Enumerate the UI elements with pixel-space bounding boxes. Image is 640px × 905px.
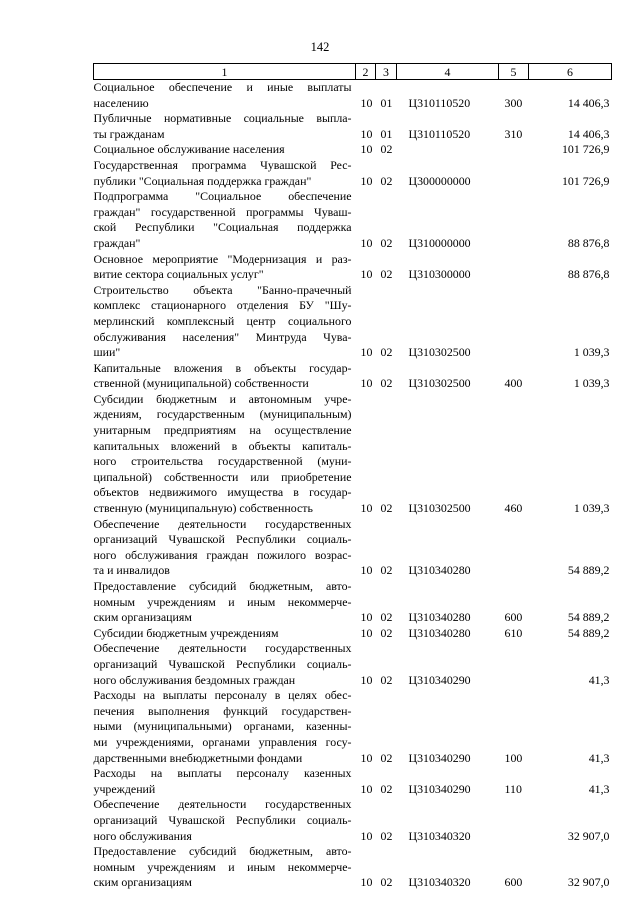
row-name-line: ственной (муниципальной) собственности xyxy=(93,376,309,391)
section-cell: 10 xyxy=(360,875,373,890)
row-name-cell xyxy=(94,766,356,797)
amount-cell: 14 406,3 xyxy=(567,95,610,110)
row-name-line: унитарным предприятиям на осуществление xyxy=(93,423,352,438)
table-row xyxy=(94,189,612,251)
expense-type-cell: 400 xyxy=(504,376,523,391)
amount-cell: 88 876,8 xyxy=(567,267,610,282)
row-name-line: Обеспечение деятельности государственных xyxy=(93,641,352,656)
expense-type-cell xyxy=(499,641,529,688)
expense-type-cell xyxy=(499,517,529,579)
section-cell: 10 xyxy=(360,672,373,687)
table-row xyxy=(94,80,612,112)
row-name-cell xyxy=(94,283,356,361)
section-cell: 10 xyxy=(360,173,373,188)
row-name-line: Обеспечение деятельности государственных xyxy=(93,516,352,531)
section-cell: 10 xyxy=(360,750,373,765)
target-code-cell: Ц310340280 xyxy=(408,610,471,625)
subsection-cell: 02 xyxy=(380,672,393,687)
row-name-line: ного обслуживания граждан пожилого возрас- xyxy=(93,547,352,562)
amount-cell: 101 726,9 xyxy=(561,142,610,157)
table-row xyxy=(94,641,612,688)
row-name-line: ми учреждениями, органами управления госу- xyxy=(93,734,352,749)
row-name-line: ного строительства государственной (муни- xyxy=(93,454,352,469)
row-name-line: ственную (муниципальную) собственность xyxy=(93,501,313,516)
subsection-cell: 02 xyxy=(380,750,393,765)
header-col-6: 6 xyxy=(529,64,612,80)
amount-cell: 41,3 xyxy=(588,781,610,796)
target-code-cell: Ц310340290 xyxy=(408,672,471,687)
table-row xyxy=(94,142,612,158)
row-name-cell xyxy=(94,252,356,283)
expense-type-cell: 300 xyxy=(504,95,523,110)
row-name-line: публики "Социальная поддержка граждан" xyxy=(93,173,312,188)
subsection-cell: 02 xyxy=(380,610,393,625)
row-name-line: мерлинский комплексный центр социального xyxy=(93,313,352,328)
row-name-cell xyxy=(94,392,356,517)
subsection-cell: 02 xyxy=(380,142,393,157)
row-name-line: Субсидии бюджетным учреждениям xyxy=(93,625,279,640)
expense-type-cell xyxy=(499,142,529,158)
subsection-cell: 02 xyxy=(380,781,393,796)
header-col-3: 3 xyxy=(376,64,397,80)
row-name-cell xyxy=(94,626,356,642)
amount-cell: 1 039,3 xyxy=(573,376,610,391)
header-col-1: 1 xyxy=(94,64,356,80)
row-name-cell xyxy=(94,579,356,626)
section-cell: 10 xyxy=(360,345,373,360)
row-name-line: Капитальные вложения в объекты государ- xyxy=(93,360,352,375)
target-code-cell: Ц310110520 xyxy=(408,126,471,141)
target-code-cell: Ц300000000 xyxy=(408,173,471,188)
expense-type-cell: 600 xyxy=(504,610,523,625)
subsection-cell: 02 xyxy=(380,345,393,360)
expense-type-cell: 610 xyxy=(504,625,523,640)
header-col-2: 2 xyxy=(356,64,376,80)
table-row xyxy=(94,361,612,392)
row-name-line: капитальных вложений в объекты капиталь- xyxy=(93,438,352,453)
row-name-line: та и инвалидов xyxy=(93,563,170,578)
row-name-line: Публичные нормативные социальные выпла- xyxy=(93,111,352,126)
row-name-line: организаций Чувашской Республики социаль- xyxy=(93,812,352,827)
row-name-cell xyxy=(94,688,356,766)
row-name-line: комплекс стационарного отделения БУ "Шу- xyxy=(93,298,352,313)
target-code-cell: Ц310340290 xyxy=(408,750,471,765)
row-name-line: Расходы на выплаты персоналу казенных xyxy=(93,766,352,781)
subsection-cell: 01 xyxy=(380,95,393,110)
amount-cell: 54 889,2 xyxy=(567,610,610,625)
row-name-line: обслуживания населения" Минтруда Чува- xyxy=(93,329,352,344)
row-name-line: ными (муниципальными) органами, казенны- xyxy=(93,719,352,734)
subsection-cell: 02 xyxy=(380,267,393,282)
section-cell: 10 xyxy=(360,625,373,640)
table-row xyxy=(94,626,612,642)
row-name-line: объектов недвижимого имущества в государ- xyxy=(93,485,352,500)
row-name-line: Социальное обслуживание населения xyxy=(93,142,285,157)
row-name-line: организаций Чувашской Республики социаль- xyxy=(93,656,352,671)
section-cell: 10 xyxy=(360,267,373,282)
row-name-line: Расходы на выплаты персоналу в целях обес- xyxy=(93,688,352,703)
table-row xyxy=(94,688,612,766)
amount-cell: 1 039,3 xyxy=(573,345,610,360)
row-name-line: Социальное обеспечение и иные выплаты xyxy=(93,80,352,94)
row-name-line: ного обслуживания бездомных граждан xyxy=(93,672,296,687)
row-name-line: ципальной) собственности или приобретение xyxy=(93,469,352,484)
row-name-line: ты гражданам xyxy=(93,126,165,141)
target-code-cell: Ц310000000 xyxy=(408,235,471,250)
row-name-line: Предоставление субсидий бюджетным, авто- xyxy=(93,844,352,859)
table-row xyxy=(94,579,612,626)
target-code-cell: Ц310302500 xyxy=(408,376,471,391)
subsection-cell: 02 xyxy=(380,501,393,516)
subsection-cell: 01 xyxy=(380,126,393,141)
amount-cell: 1 039,3 xyxy=(573,501,610,516)
subsection-cell: 02 xyxy=(380,625,393,640)
amount-cell: 14 406,3 xyxy=(567,126,610,141)
expense-type-cell xyxy=(499,189,529,251)
amount-cell: 101 726,9 xyxy=(561,173,610,188)
row-name-line: Государственная программа Чувашской Рес- xyxy=(93,157,352,172)
row-name-line: Основное мероприятие "Модернизация и раз- xyxy=(93,251,352,266)
row-name-cell xyxy=(94,844,356,891)
expense-type-cell xyxy=(499,797,529,844)
target-code-cell: Ц310340320 xyxy=(408,875,471,890)
row-name-line: ской Республики "Социальная поддержка xyxy=(93,220,352,235)
row-name-cell xyxy=(94,189,356,251)
amount-cell: 32 907,0 xyxy=(567,875,610,890)
table-row xyxy=(94,158,612,189)
row-name-line: Субсидии бюджетным и автономным учре- xyxy=(93,391,352,406)
row-name-line: номным учреждениям и иным некоммерче- xyxy=(93,859,352,874)
amount-cell: 32 907,0 xyxy=(567,828,610,843)
section-cell: 10 xyxy=(360,126,373,141)
expense-type-cell: 310 xyxy=(504,126,523,141)
target-code-cell xyxy=(397,142,499,158)
table-header-row xyxy=(94,64,612,80)
amount-cell: 41,3 xyxy=(588,750,610,765)
table-row xyxy=(94,392,612,517)
budget-table xyxy=(93,63,612,891)
row-name-cell xyxy=(94,361,356,392)
section-cell: 10 xyxy=(360,828,373,843)
row-name-cell xyxy=(94,111,356,142)
expense-type-cell xyxy=(499,252,529,283)
table-row xyxy=(94,844,612,891)
row-name-line: печения выполнения функций государствен- xyxy=(93,703,352,718)
amount-cell: 54 889,2 xyxy=(567,563,610,578)
section-cell: 10 xyxy=(360,563,373,578)
target-code-cell: Ц310340320 xyxy=(408,828,471,843)
row-name-cell xyxy=(94,80,356,112)
section-cell: 10 xyxy=(360,501,373,516)
row-name-line: населению xyxy=(93,95,149,110)
row-name-line: ждениям, государственным (муниципальным) xyxy=(93,407,352,422)
expense-type-cell: 600 xyxy=(504,875,523,890)
row-name-line: ного обслуживания xyxy=(93,828,192,843)
page-number: 142 xyxy=(310,40,330,54)
section-cell: 10 xyxy=(360,142,373,157)
target-code-cell: Ц310300000 xyxy=(408,267,471,282)
table-row xyxy=(94,283,612,361)
subsection-cell: 02 xyxy=(380,235,393,250)
expense-type-cell xyxy=(499,283,529,361)
expense-type-cell: 100 xyxy=(504,750,523,765)
header-col-5: 5 xyxy=(499,64,529,80)
section-cell: 10 xyxy=(360,376,373,391)
header-col-4: 4 xyxy=(397,64,499,80)
target-code-cell: Ц310340280 xyxy=(408,563,471,578)
row-name-line: Предоставление субсидий бюджетным, авто- xyxy=(93,579,352,593)
table-body xyxy=(94,80,612,891)
row-name-cell xyxy=(94,517,356,579)
amount-cell: 88 876,8 xyxy=(567,235,610,250)
target-code-cell: Ц310340290 xyxy=(408,781,471,796)
row-name-line: ским организациям xyxy=(93,875,192,890)
row-name-cell xyxy=(94,797,356,844)
row-name-cell xyxy=(94,641,356,688)
subsection-cell: 02 xyxy=(380,173,393,188)
row-name-line: ским организациям xyxy=(93,610,192,625)
row-name-line: Обеспечение деятельности государственных xyxy=(93,797,352,812)
table-row xyxy=(94,797,612,844)
target-code-cell: Ц310302500 xyxy=(408,501,471,516)
row-name-line: номным учреждениям и иным некоммерче- xyxy=(93,594,352,609)
target-code-cell: Ц310110520 xyxy=(408,95,471,110)
row-name-line: учреждений xyxy=(93,781,156,796)
row-name-line: граждан" государственной программы Чуваш- xyxy=(93,204,352,219)
row-name-cell xyxy=(94,142,356,158)
table-row xyxy=(94,111,612,142)
expense-type-cell: 110 xyxy=(504,781,522,796)
row-name-line: Подпрограмма "Социальное обеспечение xyxy=(93,189,352,204)
row-name-line: организаций Чувашской Республики социаль- xyxy=(93,532,352,547)
row-name-line: витие сектора социальных услуг" xyxy=(93,267,264,282)
row-name-line: дарственными внебюджетными фондами xyxy=(93,750,303,765)
section-cell: 10 xyxy=(360,610,373,625)
table-row xyxy=(94,252,612,283)
table-row xyxy=(94,517,612,579)
subsection-cell: 02 xyxy=(380,376,393,391)
target-code-cell: Ц310302500 xyxy=(408,345,471,360)
subsection-cell: 02 xyxy=(380,563,393,578)
row-name-line: Строительство объекта "Банно-прачечный xyxy=(93,282,352,297)
section-cell: 10 xyxy=(360,781,373,796)
subsection-cell: 02 xyxy=(380,875,393,890)
table-row xyxy=(94,766,612,797)
row-name-line: шии" xyxy=(93,345,121,360)
amount-cell: 54 889,2 xyxy=(567,625,610,640)
section-cell: 10 xyxy=(360,235,373,250)
expense-type-cell: 460 xyxy=(504,501,523,516)
row-name-line: граждан" xyxy=(93,235,141,250)
amount-cell: 41,3 xyxy=(588,672,610,687)
expense-type-cell xyxy=(499,158,529,189)
row-name-cell xyxy=(94,158,356,189)
target-code-cell: Ц310340280 xyxy=(408,625,471,640)
section-cell: 10 xyxy=(360,95,373,110)
subsection-cell: 02 xyxy=(380,828,393,843)
